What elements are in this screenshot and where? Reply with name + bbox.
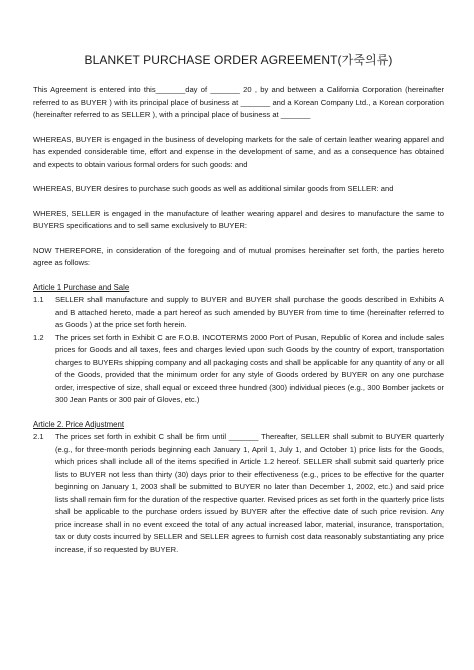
item-number: 1.1 — [33, 295, 44, 304]
item-number: 1.2 — [33, 332, 44, 342]
article-2-item — [33, 431, 444, 556]
whereas-paragraph-1: WHEREAS, BUYER is engaged in the business of developing markets for the sale of certain leather wearing apparel and has expended considerable time, effort and expense in the development of same, and as a consequence has obtained and expects to obtain various formal orders for such goods: and — [33, 134, 444, 169]
article-2-heading: Article 2. Price Adjustment — [33, 419, 125, 429]
document-title: BLANKET PURCHASE ORDER AGREEMENT(가죽의류) — [84, 53, 393, 67]
item-number: 2.1 — [33, 432, 44, 441]
article-1-item — [33, 332, 444, 407]
intro-paragraph: This Agreement is entered into this_______day of _______ 20 , by and between a California Corporation (hereinafter referred to as BUYER ) with its principal place of business at _______ and a Korean Company Ltd., a Korean corporation (hereinafter referred to as SELLER ), with a principal place of business at _______ — [33, 85, 444, 119]
item-text: SELLER shall manufacture and supply to BUYER and BUYER shall purchase the goods described in Exhibits A and B attached hereto, made a part hereof as such amended by BUYER from time to time (hereinafter referred to as Goods ) at the price set forth herein. — [55, 295, 444, 329]
article-1-item — [33, 294, 444, 332]
article-1-heading: Article 1 Purchase and Sale — [33, 282, 130, 292]
now-therefore-paragraph: NOW THEREFORE, in consideration of the foregoing and of mutual promises hereinafter set forth, the parties hereto agree as follows: — [33, 245, 444, 267]
whereas-paragraph-2: WHEREAS, BUYER desires to purchase such goods as well as additional similar goods from SELLER: and — [33, 184, 394, 193]
item-text: The prices set forth in exhibit C shall be firm until _______ Thereafter, SELLER shall submit to BUYER quarterly (e.g., for three-month periods beginning each January 1, April 1, July 1, and October 1) price lists for the Goods, which prices shall include all of the items specified in Article 1.2 hereof. SELLER shall submit said quarterly price lists to BUYER not less than thirty (30) days prior to their effectiveness (e.g., prices to be effective for the quarter beginning on January 1, 2003 shall be submitted to BUYER no later than December 1, 2002, etc.) and said price lists shall remain firm for the duration of the respective quarter. Revised prices as set forth in the quarterly price lists shall be applicable to the purchase orders issued by BUYER after the effective date of such price revision. Any price increase shall in no event exceed the total of any actual increased labor, material, insurance, transportation, tax or duty costs incurred by SELLER and SELLER agrees to furnish cost data reasonably substantiating any price increase, if so requested by BUYER. — [55, 432, 444, 554]
item-text: The prices set forth in Exhibit C are F.O.B. INCOTERMS 2000 Port of Pusan, Republic of Korea and include sales prices for Goods and all taxes, fees and charges levied upon such Goods by the country of export, transportation charges to BUYERs shipping company and all packaging costs and shall be applicable for any quantity of any or all of the Goods, provided that the minimum order for any style of Goods ordered by BUYER on any one purchase order, irrespective of size, shall equal or exceed three hundred (300) individual pieces (e.g., 300 Bomber jackets or 300 Jean Pants or 300 pair of Gloves, etc.) — [55, 332, 444, 404]
document-body — [33, 84, 444, 556]
whereas-paragraph-3: WHERES, SELLER is engaged in the manufacture of leather wearing apparel and desires to manufacture the same to BUYERS specifications and to sell same exclusively to BUYER: — [33, 208, 444, 230]
